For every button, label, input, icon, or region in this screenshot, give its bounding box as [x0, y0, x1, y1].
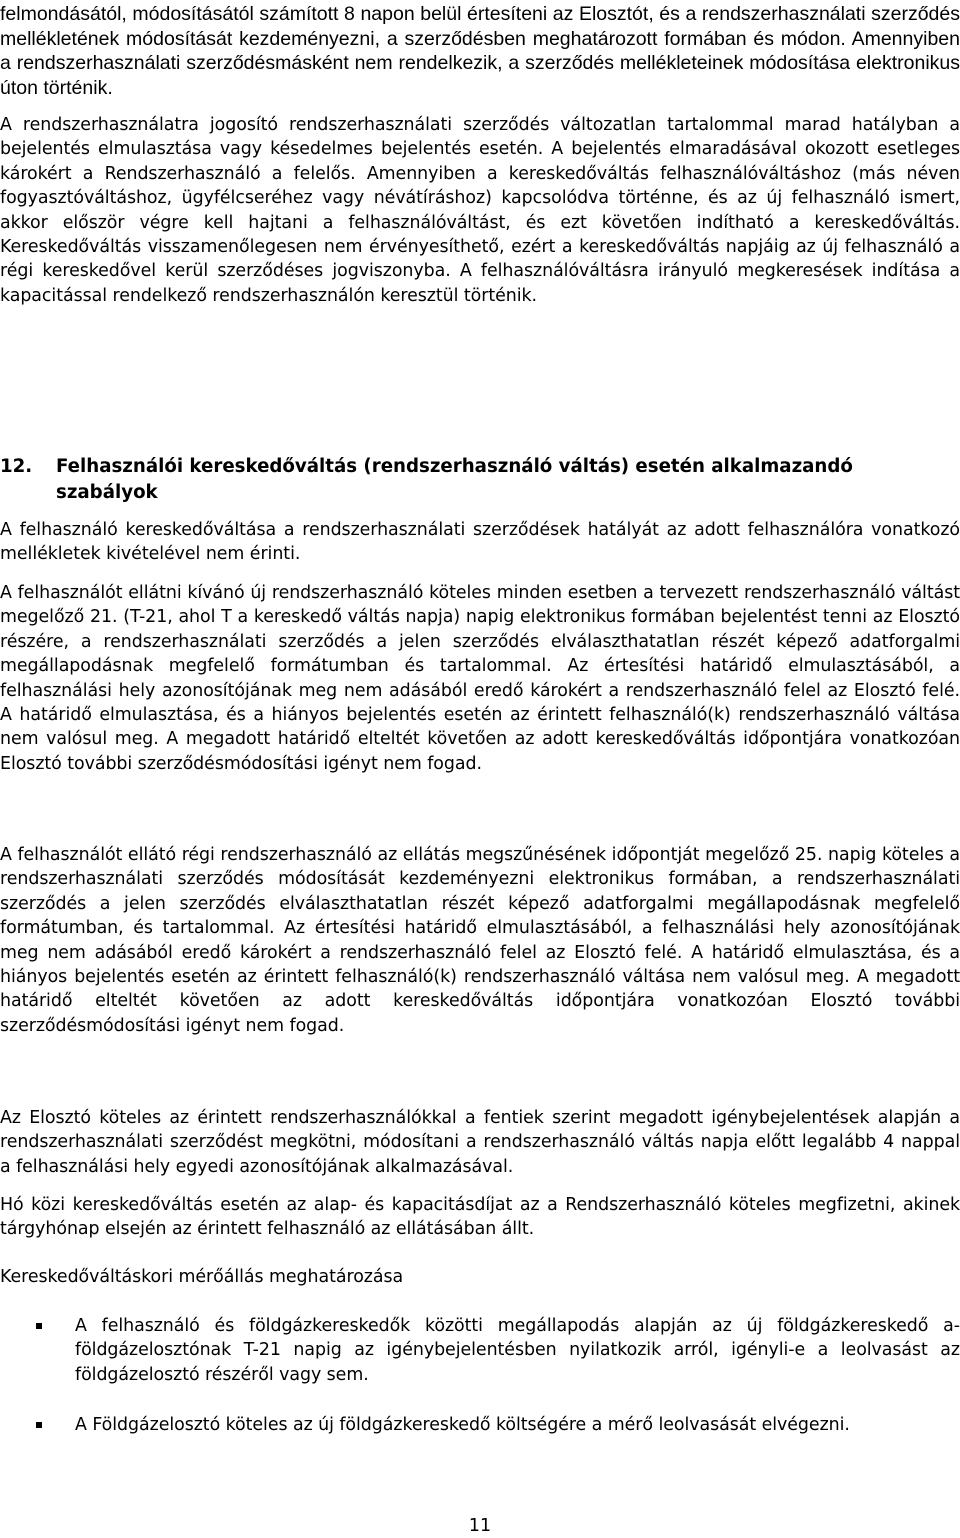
square-bullet-icon [36, 1323, 42, 1329]
paragraph-notification: A rendszerhasználatra jogosító rendszerhasználati szerződés változatlan tartalommal marad hatályban a bejelentés elmulasztása vagy késedelmes bejelentés esetén. A bejelentés elmaradásával okozott esetleges károkért a Rendszerhasználó a felelős. Amennyiben a kereskedőváltás felhasználóváltáshoz (más néven fogyasztóváltáshoz, ügyfélcseréhez vagy névátíráshoz) kapcsolódva történne, és az új felhasználó ismert, akkor először végre kell hajtani a felhasználóváltást, és ezt követően indítható a kereskedőváltás. Kereskedőváltás visszamenőlegesen nem érvényesíthető, ezért a kereskedőváltás napjáig az új felhasználó a régi kereskedővel kerül szerződéses jogviszonyba. A felhasználóváltásra irányuló megkeresések indítása a kapacitással rendelkező rendszerhasználón keresztül történik. [0, 115, 960, 306]
list-item-text: A felhasználó és földgázkereskedők közötti megállapodás alapján az új földgázkereskedő a- földgázelosztónak T-21 napig az igénybejelentésben nyilatkozik arról, igényli-e a leolvasást az földgázelosztó részéről vagy sem. [75, 1316, 960, 1385]
list-item-text: A Földgázelosztó köteles az új földgázkereskedő költségére a mérő leolvasását elvégezni. [75, 1415, 850, 1435]
page-number: 11 [468, 1516, 492, 1536]
list-item [0, 1413, 960, 1437]
list-item [0, 1314, 960, 1387]
paragraph-intro: felmondásától, módosításától számított 8 napon belül értesíteni az Elosztót, és a rendszerhasználati szerződés mellékletének módosítását kezdeményezni, a szerződésben meghatározott formában és módon. Amennyiben a rendszerhasználati szerződésmásként nem rendelkezik, a szerződés mellékleteinek módosítása elektronikus úton történik. [0, 3, 960, 99]
paragraph-distributor-duties: Az Elosztó köteles az érintett rendszerhasználókkal a fentiek szerint megadott igénybejelentések alapján a rendszerhasználati szerződést megkötni, módosítani a rendszerhasználó váltás napja előtt legalább 4 nappal a felhasználási hely egyedi azonosítójának alkalmazásával. [0, 1108, 960, 1177]
paragraph-meter-reading-heading: Kereskedőváltáskori mérőállás meghatározása [0, 1267, 404, 1287]
section-number: 12. [0, 456, 33, 477]
section-heading [0, 454, 960, 506]
square-bullet-icon [36, 1422, 42, 1428]
paragraph-mid-month-change: Hó közi kereskedőváltás esetén az alap- és kapacitásdíjat az a Rendszerhasználó köteles megfizetni, akinek tárgyhónap elsején az érintett felhasználó az ellátásában állt. [0, 1195, 960, 1240]
paragraph-contract-scope: A felhasználó kereskedőváltása a rendszerhasználati szerződések hatályát az adott felhasználóra vonatkozó mellékletek kivételével nem érinti. [0, 520, 960, 565]
paragraph-old-user-duties: A felhasználót ellátó régi rendszerhasználó az ellátás megszűnésének időpontját megelőző 25. napig köteles a rendszerhasználati szerződés módosítását kezdeményezni elektronikus formában, a rendszerhasználati szerződés a jelen szerződés elválaszthatatlan részét képező adatforgalmi megállapodásnak megfelelő formátumban, és tartalommal. Az értesítési határidő elmulasztásából, a felhasználási hely azonosítójának meg nem adásából eredő károkért a rendszerhasználó felel az Elosztó felé. A határidő elmulasztása, és a hiányos bejelentés esetén az érintett felhasználó(k) rendszerhasználó váltása nem valósul meg. A megadott határidő elteltét követően az adott kereskedőváltás időpontjára vonatkozóan Elosztó további szerződésmódosítási igényt nem fogad. [0, 845, 960, 1036]
section-title: Felhasználói kereskedőváltás (rendszerhasználó váltás) esetén alkalmazandó szabályok [56, 456, 853, 503]
paragraph-new-user-duties: A felhasználót ellátni kívánó új rendszerhasználó köteles minden esetben a tervezett rendszerhasználó váltást megelőző 21. (T-21, ahol T a kereskedő váltás napja) napig elektronikus formában bejelentést tenni az Elosztó részére, a rendszerhasználati szerződés a jelen szerződés elválaszthatatlan részét képező adatforgalmi megállapodásnak megfelelő formátumban és tartalommal. Az értesítési határidő elmulasztásából, a felhasználási hely azonosítójának meg nem adásából eredő károkért a rendszerhasználó felel az Elosztó felé. A határidő elmulasztása, és a hiányos bejelentés esetén az érintett felhasználó(k) rendszerhasználó váltása nem valósul meg. A megadott határidő elteltét követően az adott kereskedőváltás időpontjára vonatkozóan Elosztó további szerződésmódosítási igényt nem fogad. [0, 583, 960, 774]
